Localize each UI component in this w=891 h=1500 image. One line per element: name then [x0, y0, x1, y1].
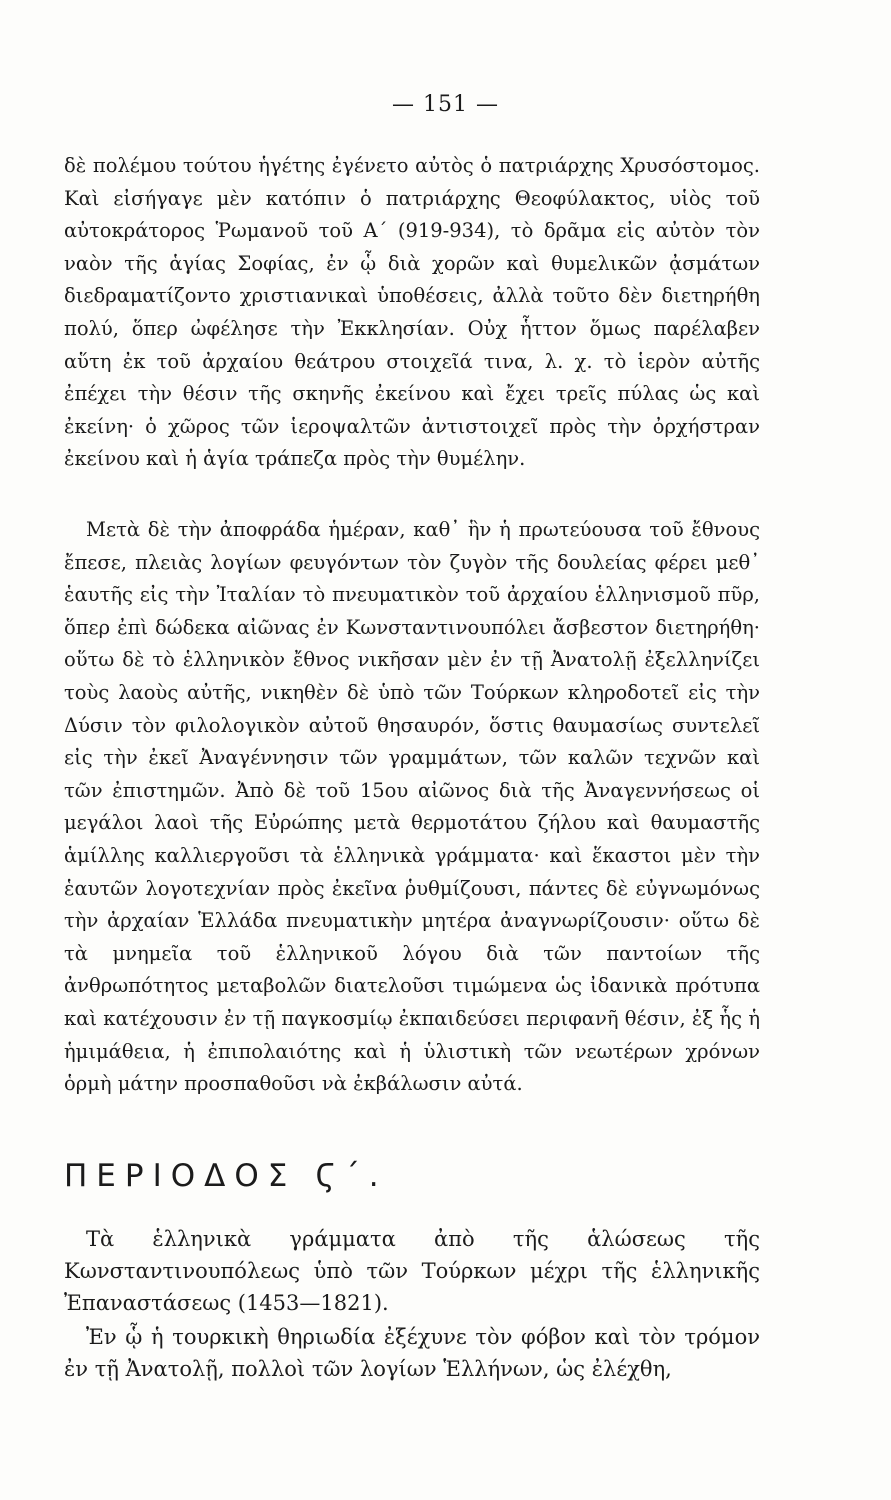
section-subtitle-text: Τὰ ἑλληνικὰ γράμματα ἀπὸ τῆς ἁλώσεως τῆς Κωνσταντινουπόλεως ὑπὸ τῶν Τούρκων μέχρι τῆς ἑλληνικῆς Ἐπαναστάσεως (1453—1821). — [64, 1227, 760, 1315]
paragraph-1 — [64, 150, 760, 476]
paragraph-2 — [64, 514, 760, 1101]
paragraph-2-text: Μετὰ δὲ τὴν ἀποφράδα ἡμέραν, καθ᾿ ἣν ἡ πρωτεύουσα τοῦ ἔθνους ἔπεσε, πλειὰς λογίων φευγόντων τὸν ζυγὸν τῆς δουλείας φέρει μεθ᾿ ἑαυτῆς εἰς τὴν Ἰταλίαν τὸ πνευματικὸν τοῦ ἀρχαίου ἑλληνισμοῦ πῦρ, ὅπερ ἐπὶ δώδεκα αἰῶνας ἐν Κωνσταντινουπόλει ἄσβεστον διετηρήθη· οὕτω δὲ τὸ ἑλληνικὸν ἔθνος νικῆσαν μὲν ἐν τῇ Ἀνατολῇ ἐξελληνίζει τοὺς λαοὺς αὐτῆς, νικηθὲν δὲ ὑπὸ τῶν Τούρκων κληροδοτεῖ εἰς τὴν Δύσιν τὸν φιλολογικὸν αὐτοῦ θησαυρόν, ὅστις θαυμασίως συντελεῖ εἰς τὴν ἐκεῖ Ἀναγέννησιν τῶν γραμμάτων, τῶν καλῶν τεχνῶν καὶ τῶν ἐπιστημῶν. Ἀπὸ δὲ τοῦ 15ου αἰῶνος διὰ τῆς Ἀναγεννήσεως οἱ μεγάλοι λαοὶ τῆς Εὐρώπης μετὰ θερμοτάτου ζήλου καὶ θαυμαστῆς ἁμίλλης καλλιεργοῦσι τὰ ἑλληνικὰ γράμματα· καὶ ἕκαστοι μὲν τὴν ἑαυτῶν λογοτεχνίαν πρὸς ἐκεῖνα ῥυθμίζουσι, πάντες δὲ εὐγνωμόνως τὴν ἀρχαίαν Ἑλλάδα πνευματικὴν μητέρα ἀναγνωρίζουσιν· οὕτω δὲ τὰ μνημεῖα τοῦ ἑλληνικοῦ λόγου διὰ τῶν παντοίων τῆς ἀνθρωπότητος μεταβολῶν διατελοῦσι τιμώμενα ὡς ἰδανικὰ πρότυπα καὶ κατέχουσιν ἐν τῇ παγκοσμίῳ ἐκπαιδεύσει περιφανῆ θέσιν, ἐξ ἧς ἡ ἡμιμάθεια, ἡ ἐπιπολαιότης καὶ ἡ ὑλιστικὴ τῶν νεωτέρων χρόνων ὁρμὴ μάτην προσπαθοῦσι νὰ ἐκβάλωσιν αὐτά. — [64, 518, 760, 1096]
paragraph-1-text: δὲ πολέμου τούτου ἡγέτης ἐγένετο αὐτὸς ὁ πατριάρχης Χρυσόστομος. Καὶ εἰσήγαγε μὲν κατόπιν ὁ πατριάρχης Θεοφύλακτος, υἱὸς τοῦ αὐτοκράτορος Ῥωμανοῦ τοῦ Α΄ (919-934), τὸ δρᾶμα εἰς αὐτὸν τὸν ναὸν τῆς ἁγίας Σοφίας, ἐν ᾧ διὰ χορῶν καὶ θυμελικῶν ᾀσμάτων διεδραματίζοντο χριστιανικαὶ ὑποθέσεις, ἀλλὰ τοῦτο δὲν διετηρήθη πολύ, ὅπερ ὠφέλησε τὴν Ἐκκλησίαν. Οὐχ ἧττον ὅμως παρέλαβεν αὕτη ἐκ τοῦ ἀρχαίου θεάτρου στοιχεῖά τινα, λ. χ. τὸ ἱερὸν αὐτῆς ἐπέχει τὴν θέσιν τῆς σκηνῆς ἐκείνου καὶ ἔχει τρεῖς πύλας ὡς καὶ ἐκείνη· ὁ χῶρος τῶν ἱεροψαλτῶν ἀντιστοιχεῖ πρὸς τὴν ὀρχήστραν ἐκείνου καὶ ἡ ἁγία τράπεζα πρὸς τὴν θυμέλην. — [64, 154, 760, 471]
section-subtitle — [64, 1223, 760, 1319]
page-number: — 151 — — [392, 92, 499, 117]
paragraph-3-text: Ἐν ᾧ ἡ τουρκικὴ θηριωδία ἐξέχυνε τὸν φόβον καὶ τὸν τρόμον ἐν τῇ Ἀνατολῇ, πολλοὶ τῶν λογίων Ἑλλήνων, ὡς ἐλέχθη, — [64, 1325, 760, 1381]
paragraph-3 — [64, 1321, 760, 1385]
section-heading: ΠΕΡΙΟΔΟΣ Ϛ΄. — [64, 1158, 388, 1194]
